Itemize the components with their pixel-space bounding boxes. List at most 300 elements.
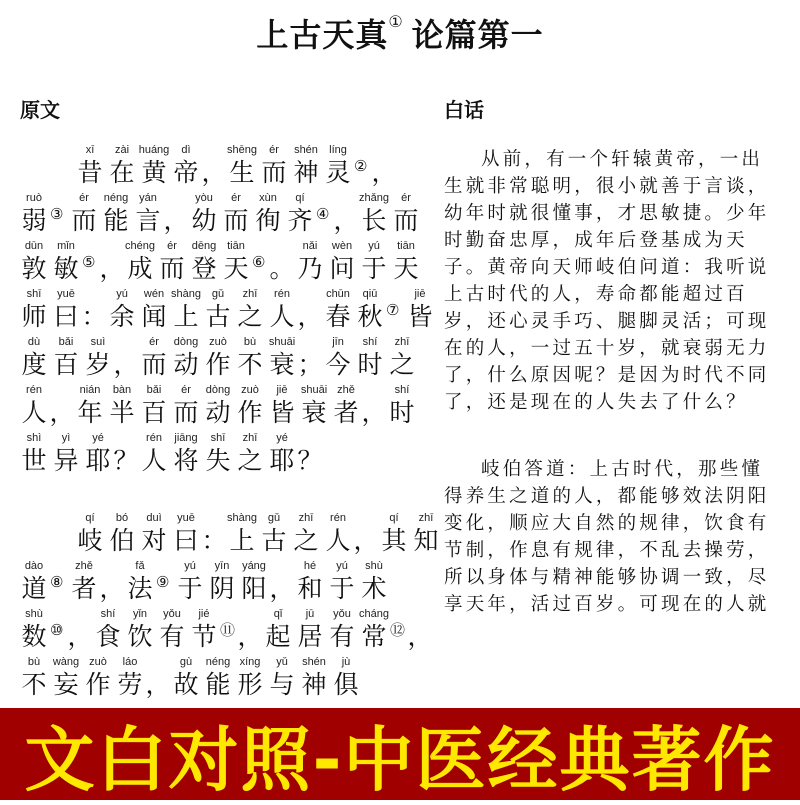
punctuation — [202, 143, 226, 188]
hanzi: 黄 — [141, 158, 167, 187]
hanzi: 齐 — [287, 206, 313, 235]
pinyin: zuò — [241, 384, 259, 396]
hanzi: 之 — [237, 446, 263, 475]
pinyin: gǔ — [211, 288, 225, 300]
pinyin: jù — [341, 656, 351, 668]
pinyin: dòng — [173, 336, 199, 348]
pinyin: yú — [116, 288, 128, 300]
hanzi: 于 — [177, 574, 203, 603]
hanzi: 言 — [135, 206, 161, 235]
pinyin: láo — [122, 656, 138, 668]
punctuation — [114, 335, 138, 380]
footnote-mark — [390, 607, 408, 652]
character-with-pinyin — [358, 239, 390, 284]
character-with-pinyin — [220, 191, 252, 236]
hanzi: 道 — [21, 574, 47, 603]
punctuation — [114, 431, 138, 476]
hanzi: 故 — [173, 670, 199, 699]
hanzi: 动 — [205, 398, 231, 427]
hanzi: 百 — [53, 350, 79, 379]
punctuation — [298, 287, 322, 332]
pinyin: yú — [336, 560, 348, 572]
hanzi: 皆 — [407, 302, 433, 331]
hanzi: ③ — [50, 205, 64, 223]
character-with-pinyin — [138, 143, 170, 188]
pinyin: tiān — [227, 240, 245, 252]
hanzi: 阴 — [209, 574, 235, 603]
pinyin: ér — [269, 144, 279, 156]
hanzi: ， — [361, 398, 387, 427]
pinyin: yǔ — [276, 656, 288, 668]
footnote-mark — [386, 287, 404, 332]
character-with-pinyin — [322, 511, 354, 556]
character-with-pinyin — [82, 335, 114, 380]
character-with-pinyin — [294, 239, 326, 284]
original-paragraph — [18, 508, 442, 700]
punctuation — [100, 239, 124, 284]
character-with-pinyin — [50, 335, 82, 380]
hanzi: 而 — [159, 254, 185, 283]
hanzi: ， — [371, 158, 397, 187]
hanzi: ， — [145, 670, 171, 699]
character-with-pinyin — [106, 383, 138, 428]
hanzi: 妄 — [53, 670, 79, 699]
pinyin: ér — [149, 336, 159, 348]
character-with-pinyin — [202, 287, 234, 332]
pinyin: nián — [79, 384, 101, 396]
character-with-pinyin — [390, 239, 422, 284]
hanzi: 而 — [393, 206, 419, 235]
hanzi: ， — [99, 254, 125, 283]
pinyin: shī — [26, 288, 42, 300]
hanzi: 天 — [223, 254, 249, 283]
hanzi: ， — [49, 398, 75, 427]
hanzi: 形 — [237, 670, 263, 699]
character-with-pinyin — [18, 239, 50, 284]
hanzi: 神 — [293, 158, 319, 187]
footnote-mark — [50, 607, 68, 652]
character-with-pinyin — [404, 287, 436, 332]
pinyin: yán — [139, 192, 157, 204]
hanzi: 皆 — [269, 398, 295, 427]
punctuation — [100, 559, 124, 604]
character-with-pinyin — [138, 383, 170, 428]
hanzi: 者 — [71, 574, 97, 603]
hanzi: 之 — [237, 302, 263, 331]
footnote-mark — [354, 143, 372, 188]
title-rest: 论篇第一 — [411, 16, 544, 54]
hanzi: ， — [269, 574, 295, 603]
pinyin: jū — [305, 608, 315, 620]
character-with-pinyin — [358, 559, 390, 604]
character-with-pinyin — [106, 287, 138, 332]
character-with-pinyin — [234, 383, 266, 428]
pinyin: bù — [27, 656, 41, 668]
punctuation — [372, 143, 396, 188]
pinyin: shàng — [227, 512, 257, 524]
character-with-pinyin — [322, 335, 354, 380]
pinyin: yǒu — [333, 608, 351, 620]
pinyin: shí — [394, 384, 410, 396]
pinyin: zhī — [242, 288, 258, 300]
pinyin-line — [18, 188, 436, 236]
character-with-pinyin — [266, 287, 298, 332]
hanzi: 而 — [141, 350, 167, 379]
pinyin: jiē — [414, 288, 426, 300]
pinyin-line — [18, 428, 436, 476]
pinyin: dù — [27, 336, 41, 348]
pinyin: shēng — [227, 144, 257, 156]
pinyin: fǎ — [135, 560, 145, 572]
hanzi: 岁 — [85, 350, 111, 379]
hanzi: 失 — [205, 446, 231, 475]
pinyin: nǎi — [302, 240, 318, 252]
character-with-pinyin — [50, 655, 82, 700]
punctuation — [298, 335, 322, 380]
pinyin: jiē — [276, 384, 288, 396]
hanzi: 而 — [71, 206, 97, 235]
footnote-mark — [252, 239, 270, 284]
character-with-pinyin — [50, 287, 82, 332]
hanzi: 起 — [265, 622, 291, 651]
pinyin-line — [18, 332, 436, 380]
hanzi: ？ — [113, 446, 139, 475]
hanzi: 昔 — [77, 158, 103, 187]
character-with-pinyin — [170, 511, 202, 556]
character-with-pinyin — [170, 655, 202, 700]
pinyin: gù — [179, 656, 193, 668]
punctuation — [68, 607, 92, 652]
hanzi: ？ — [297, 446, 323, 475]
character-with-pinyin — [174, 559, 206, 604]
pinyin: yé — [92, 432, 104, 444]
hanzi: 常 — [361, 622, 387, 651]
pinyin: ér — [231, 192, 241, 204]
hanzi: ， — [353, 526, 379, 555]
pinyin: shuāi — [300, 384, 328, 396]
pinyin: rén — [274, 288, 290, 300]
punctuation — [270, 239, 294, 284]
hanzi: 上 — [229, 526, 255, 555]
pinyin: zhě — [337, 384, 355, 396]
hanzi: 居 — [297, 622, 323, 651]
hanzi: 上 — [173, 302, 199, 331]
pinyin-line — [18, 604, 442, 652]
character-with-pinyin — [234, 335, 266, 380]
pinyin: yì — [61, 432, 71, 444]
character-with-pinyin — [226, 511, 258, 556]
pinyin: hé — [303, 560, 317, 572]
hanzi: 年 — [77, 398, 103, 427]
hanzi: ， — [297, 302, 323, 331]
character-with-pinyin — [100, 191, 132, 236]
pinyin: qí — [295, 192, 305, 204]
pinyin: shù — [365, 560, 383, 572]
pinyin: dūn — [24, 240, 44, 252]
pinyin: bǎi — [58, 336, 74, 348]
character-with-pinyin — [290, 511, 322, 556]
pinyin: rén — [146, 432, 162, 444]
hanzi: ； — [297, 350, 323, 379]
character-with-pinyin — [82, 655, 114, 700]
hanzi: 作 — [85, 670, 111, 699]
vernacular-paragraph-1: 从前，有一个轩辕黄帝，一出生就非常聪明，很小就善于言谈，幼年时就很懂事，才思敏捷。少年时勤奋忠厚，成年后登基成为天子。黄帝向天师岐伯问道：我听说上古时代的人，寿命都能超过百岁，还心灵手巧、腿脚灵活；可现在的人，一过五十岁，就衰弱无力了，什么原因呢？是因为时代不同了，还是现在的人失去了什么？ — [444, 149, 770, 413]
hanzi: 成 — [127, 254, 153, 283]
pinyin: shí — [100, 608, 116, 620]
pinyin: zhī — [418, 512, 434, 524]
hanzi: ⑪ — [220, 621, 236, 639]
character-with-pinyin — [82, 431, 114, 476]
pinyin: wàng — [52, 656, 80, 668]
character-with-pinyin — [68, 559, 100, 604]
hanzi: 有 — [159, 622, 185, 651]
pinyin: zhě — [75, 560, 93, 572]
pinyin: chūn — [326, 288, 350, 300]
character-with-pinyin — [266, 431, 298, 476]
character-with-pinyin — [202, 335, 234, 380]
hanzi: 耶 — [269, 446, 295, 475]
hanzi: 登 — [191, 254, 217, 283]
hanzi: 而 — [223, 206, 249, 235]
pinyin: bàn — [112, 384, 132, 396]
punctuation — [238, 607, 262, 652]
character-with-pinyin — [206, 559, 238, 604]
pinyin: huáng — [138, 144, 170, 156]
pinyin: shí — [362, 336, 378, 348]
character-with-pinyin — [18, 191, 50, 236]
footnote-mark — [82, 239, 100, 284]
character-with-pinyin — [170, 431, 202, 476]
hanzi: ， — [407, 622, 433, 651]
hanzi: ⑩ — [50, 621, 64, 639]
hanzi: 长 — [361, 206, 387, 235]
hanzi: ② — [354, 157, 368, 175]
vernacular-heading: 白话 — [444, 98, 484, 122]
hanzi: 俱 — [333, 670, 359, 699]
character-with-pinyin — [330, 655, 362, 700]
character-with-pinyin — [68, 191, 100, 236]
pinyin: shuāi — [268, 336, 296, 348]
hanzi: ⑦ — [386, 301, 400, 319]
hanzi: 衰 — [301, 398, 327, 427]
hanzi: ⑨ — [156, 573, 170, 591]
pinyin: qí — [389, 512, 399, 524]
hanzi: 阳 — [241, 574, 267, 603]
character-with-pinyin — [50, 239, 82, 284]
hanzi: 之 — [389, 350, 415, 379]
pinyin: ér — [181, 384, 191, 396]
hanzi: ， — [163, 206, 189, 235]
hanzi: 与 — [269, 670, 295, 699]
pinyin: dòng — [205, 384, 231, 396]
punctuation — [298, 431, 322, 476]
pinyin: zhǎng — [359, 192, 389, 204]
pinyin: qí — [85, 512, 95, 524]
pinyin: suì — [90, 336, 106, 348]
character-with-pinyin — [378, 511, 410, 556]
character-with-pinyin — [202, 655, 234, 700]
hanzi: 不 — [21, 670, 47, 699]
hanzi: 数 — [21, 622, 47, 651]
pinyin: wén — [143, 288, 165, 300]
hanzi: ： — [201, 526, 227, 555]
character-with-pinyin — [386, 335, 418, 380]
hanzi: 能 — [103, 206, 129, 235]
character-with-pinyin — [358, 607, 390, 652]
pinyin: ér — [401, 192, 411, 204]
hanzi: 将 — [173, 446, 199, 475]
pinyin-line — [18, 652, 442, 700]
pinyin: zhī — [298, 512, 314, 524]
footnote-mark — [50, 559, 68, 604]
character-with-pinyin — [74, 511, 106, 556]
character-with-pinyin — [326, 239, 358, 284]
hanzi: 节 — [191, 622, 217, 651]
character-with-pinyin — [138, 287, 170, 332]
character-with-pinyin — [188, 239, 220, 284]
pinyin-line — [18, 508, 442, 556]
promo-banner — [0, 708, 800, 800]
character-with-pinyin — [326, 559, 358, 604]
pinyin: jié — [198, 608, 210, 620]
character-with-pinyin — [74, 143, 106, 188]
character-with-pinyin — [262, 607, 294, 652]
hanzi: 半 — [109, 398, 135, 427]
hanzi: ， — [113, 350, 139, 379]
hanzi: 异 — [53, 446, 79, 475]
punctuation — [408, 607, 432, 652]
pinyin: jiāng — [174, 432, 198, 444]
page-title — [0, 10, 800, 56]
character-with-pinyin — [294, 559, 326, 604]
punctuation — [50, 383, 74, 428]
hanzi: 饮 — [127, 622, 153, 651]
hanzi: 人 — [21, 398, 47, 427]
hanzi: ： — [81, 302, 107, 331]
hanzi: ⑥ — [252, 253, 266, 271]
pinyin: dào — [24, 560, 44, 572]
footnote-mark — [156, 559, 174, 604]
pinyin: zài — [114, 144, 130, 156]
title-footnote-mark: ① — [388, 12, 404, 31]
pinyin-line — [18, 284, 436, 332]
character-with-pinyin — [294, 607, 326, 652]
punctuation — [270, 559, 294, 604]
pinyin: dēng — [191, 240, 217, 252]
hanzi: 闻 — [141, 302, 167, 331]
character-with-pinyin — [106, 511, 138, 556]
banner-text: 文白对照-中医经典著作 — [24, 718, 776, 801]
pinyin: chéng — [125, 240, 155, 252]
hanzi: 于 — [361, 254, 387, 283]
original-paragraph — [18, 140, 436, 476]
pinyin: bǎi — [146, 384, 162, 396]
character-with-pinyin — [170, 335, 202, 380]
character-with-pinyin — [290, 143, 322, 188]
hanzi: 余 — [109, 302, 135, 331]
character-with-pinyin — [124, 607, 156, 652]
pinyin: néng — [205, 656, 231, 668]
hanzi: 世 — [21, 446, 47, 475]
hanzi: 于 — [329, 574, 355, 603]
original-text-column — [18, 140, 439, 705]
footnote-mark — [316, 191, 334, 236]
hanzi: 在 — [109, 158, 135, 187]
pinyin: zuò — [209, 336, 227, 348]
hanzi: 师 — [21, 302, 47, 331]
pinyin: yuē — [57, 288, 75, 300]
hanzi: 而 — [173, 398, 199, 427]
pinyin: ruò — [26, 192, 42, 204]
hanzi: ， — [201, 158, 227, 187]
character-with-pinyin — [284, 191, 316, 236]
pinyin: rén — [26, 384, 42, 396]
original-text-heading: 原文 — [20, 98, 60, 122]
pinyin: néng — [103, 192, 129, 204]
character-with-pinyin — [138, 511, 170, 556]
hanzi: 时 — [389, 398, 415, 427]
hanzi: 劳 — [117, 670, 143, 699]
character-with-pinyin — [92, 607, 124, 652]
hanzi: 曰 — [173, 526, 199, 555]
hanzi: 对 — [141, 526, 167, 555]
pinyin: yòu — [195, 192, 213, 204]
character-with-pinyin — [266, 383, 298, 428]
punctuation — [334, 191, 358, 236]
pinyin-line — [18, 236, 436, 284]
punctuation — [202, 511, 226, 556]
hanzi: 时 — [357, 350, 383, 379]
character-with-pinyin — [170, 383, 202, 428]
hanzi: 岐 — [77, 526, 103, 555]
character-with-pinyin — [114, 655, 146, 700]
hanzi: 帝 — [173, 158, 199, 187]
character-with-pinyin — [18, 559, 50, 604]
hanzi: 徇 — [255, 206, 281, 235]
character-with-pinyin — [74, 383, 106, 428]
character-with-pinyin — [138, 335, 170, 380]
hanzi: 生 — [229, 158, 255, 187]
hanzi: 百 — [141, 398, 167, 427]
hanzi: 人 — [325, 526, 351, 555]
hanzi: 作 — [205, 350, 231, 379]
hanzi: 神 — [301, 670, 327, 699]
pinyin: shī — [210, 432, 226, 444]
character-with-pinyin — [132, 191, 164, 236]
pinyin: yáng — [242, 560, 266, 572]
pinyin: cháng — [359, 608, 389, 620]
hanzi: 天 — [393, 254, 419, 283]
pinyin: duì — [146, 512, 162, 524]
hanzi: 古 — [205, 302, 231, 331]
hanzi: 其 — [381, 526, 407, 555]
hanzi: 能 — [205, 670, 231, 699]
pinyin: dì — [181, 144, 191, 156]
character-with-pinyin — [322, 287, 354, 332]
pinyin: wèn — [331, 240, 353, 252]
pinyin: yé — [276, 432, 288, 444]
pinyin: líng — [329, 144, 347, 156]
character-with-pinyin — [298, 655, 330, 700]
pinyin: jīn — [332, 336, 344, 348]
character-with-pinyin — [202, 431, 234, 476]
hanzi: 之 — [293, 526, 319, 555]
pinyin: yǒu — [163, 608, 181, 620]
character-with-pinyin — [330, 383, 362, 428]
pinyin: yuē — [177, 512, 195, 524]
character-with-pinyin — [124, 559, 156, 604]
punctuation — [164, 191, 188, 236]
